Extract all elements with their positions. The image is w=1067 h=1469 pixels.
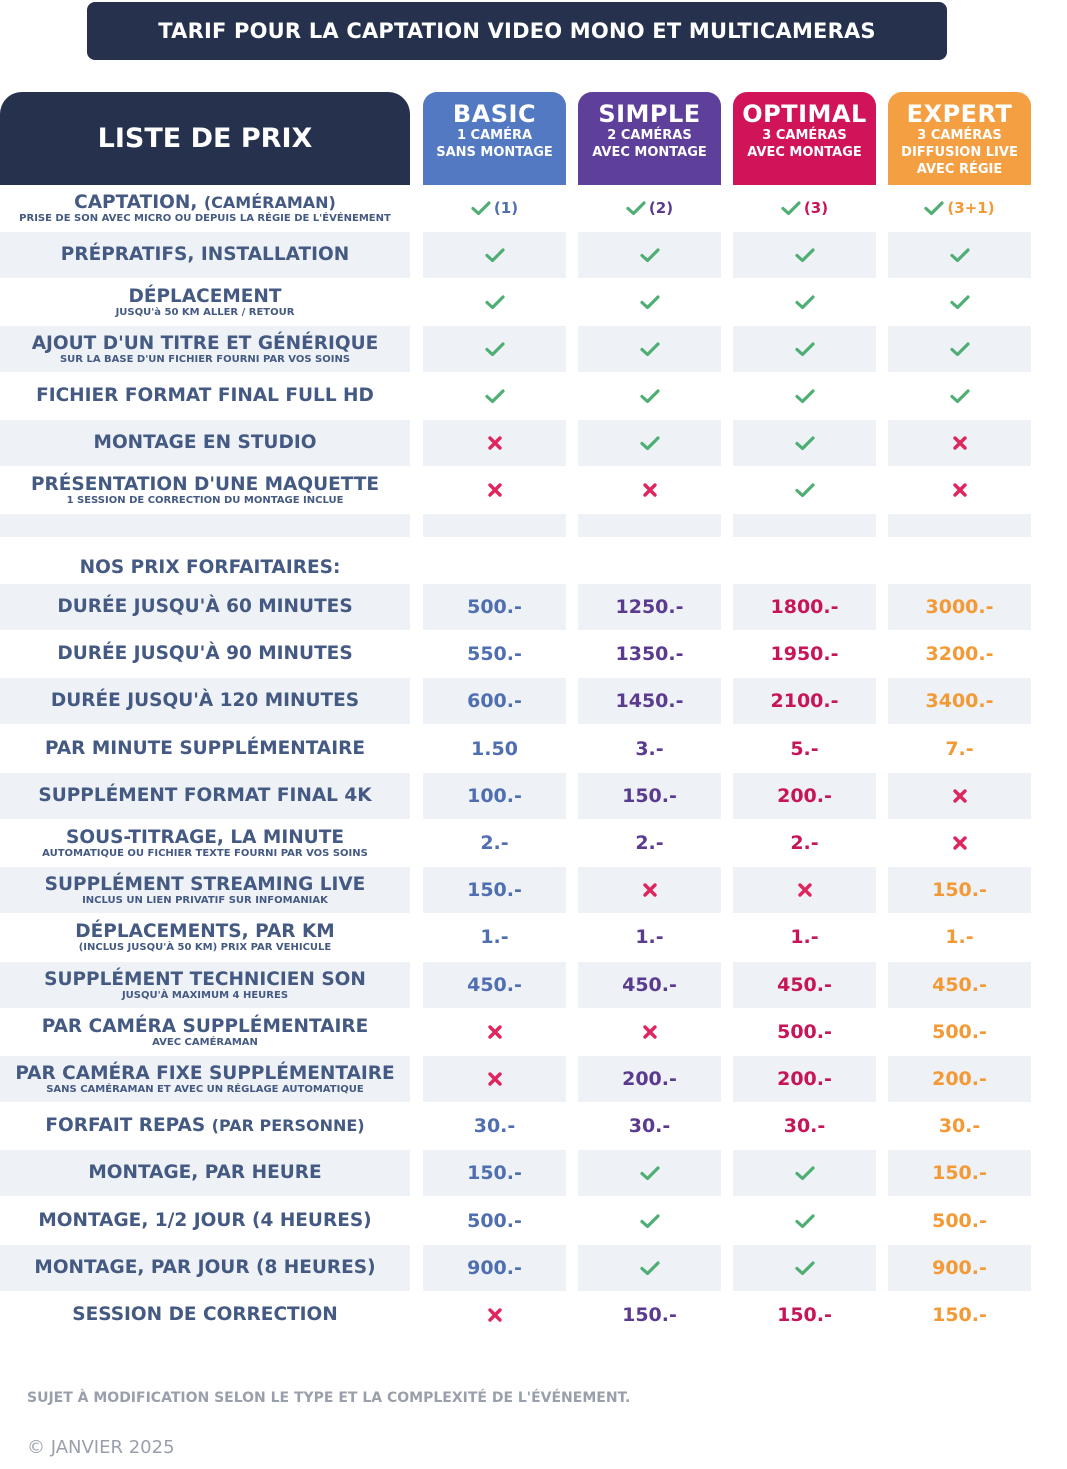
cell-basic bbox=[423, 373, 566, 419]
cell-basic bbox=[423, 773, 566, 819]
cell-expert bbox=[888, 185, 1031, 231]
prices-section-title: NOS PRIX FORFAITAIRES: bbox=[79, 557, 341, 578]
cell-simple bbox=[578, 373, 721, 419]
row-label bbox=[0, 1150, 410, 1196]
cell-expert bbox=[888, 1103, 1031, 1149]
cell-optimal bbox=[733, 726, 876, 772]
cell-expert bbox=[888, 726, 1031, 772]
price-value: 200.- bbox=[777, 1068, 832, 1090]
cell-expert bbox=[888, 631, 1031, 677]
footnote: SUJET À MODIFICATION SELON LE TYPE ET LA COMPLEXITÉ DE L'ÉVÉNEMENT. bbox=[27, 1390, 631, 1406]
check-icon bbox=[781, 200, 801, 216]
cross-icon bbox=[487, 482, 503, 498]
price-value: 1.- bbox=[480, 926, 509, 948]
price-value: 30.- bbox=[783, 1115, 826, 1137]
price-value: 900.- bbox=[932, 1257, 987, 1279]
cross-icon bbox=[487, 1307, 503, 1323]
row-label bbox=[0, 185, 410, 231]
price-value: 1450.- bbox=[615, 690, 684, 712]
plan-description: DIFFUSION LIVE bbox=[901, 145, 1018, 160]
check-icon bbox=[795, 435, 815, 451]
cell-expert bbox=[888, 467, 1031, 513]
row-band bbox=[888, 514, 1031, 537]
check-icon bbox=[924, 200, 944, 216]
cell-basic bbox=[423, 678, 566, 724]
row-title: SUPPLÉMENT TECHNICIEN SON bbox=[44, 968, 366, 990]
cell-expert bbox=[888, 1150, 1031, 1196]
row-label bbox=[0, 631, 410, 677]
plan-description: 1 CAMÉRA bbox=[456, 128, 533, 143]
cross-icon bbox=[952, 788, 968, 804]
cross-icon bbox=[797, 882, 813, 898]
cell-simple bbox=[578, 1198, 721, 1244]
row-label bbox=[0, 867, 410, 913]
cell-basic bbox=[423, 420, 566, 466]
price-value: 450.- bbox=[622, 974, 677, 996]
check-icon bbox=[950, 294, 970, 310]
check-icon bbox=[485, 247, 505, 263]
row-label bbox=[0, 326, 410, 372]
cell-simple bbox=[578, 1103, 721, 1149]
price-value: 500.- bbox=[932, 1210, 987, 1232]
cell-optimal bbox=[733, 467, 876, 513]
row-label bbox=[0, 820, 410, 866]
check-icon bbox=[795, 1260, 815, 1276]
price-value: 2100.- bbox=[770, 690, 839, 712]
check-icon bbox=[640, 247, 660, 263]
row-title: FICHIER FORMAT FINAL FULL HD bbox=[36, 385, 374, 406]
check-icon bbox=[640, 388, 660, 404]
cell-simple bbox=[578, 962, 721, 1008]
cell-basic bbox=[423, 914, 566, 960]
cell-expert bbox=[888, 326, 1031, 372]
row-label bbox=[0, 584, 410, 630]
plan-header-expert bbox=[888, 92, 1031, 185]
row-label bbox=[0, 467, 410, 513]
plan-name: SIMPLE bbox=[598, 100, 701, 128]
cell-expert bbox=[888, 1198, 1031, 1244]
price-value: 450.- bbox=[467, 974, 522, 996]
price-value: 30.- bbox=[473, 1115, 516, 1137]
row-label bbox=[0, 1245, 410, 1291]
cell-simple bbox=[578, 279, 721, 325]
cell-optimal bbox=[733, 914, 876, 960]
cell-optimal bbox=[733, 773, 876, 819]
row-band bbox=[733, 514, 876, 537]
cell-simple bbox=[578, 678, 721, 724]
row-subtitle: SUR LA BASE D'UN FICHIER FOURNI PAR VOS SOINS bbox=[59, 353, 351, 365]
price-value: 1.50 bbox=[471, 738, 518, 760]
row-title: FORFAIT REPAS (PAR PERSONNE) bbox=[45, 1115, 365, 1136]
row-label bbox=[0, 1056, 410, 1102]
row-title: PRÉSENTATION D'UNE MAQUETTE bbox=[30, 473, 380, 495]
cell-basic bbox=[423, 1103, 566, 1149]
plan-header-optimal bbox=[733, 92, 876, 185]
cell-optimal bbox=[733, 1198, 876, 1244]
row-label bbox=[0, 232, 410, 278]
row-label bbox=[0, 726, 410, 772]
cell-basic bbox=[423, 326, 566, 372]
row-subtitle: INCLUS UN LIEN PRIVATIF SUR INFOMANIAK bbox=[82, 894, 328, 906]
check-icon bbox=[471, 200, 491, 216]
plan-description: AVEC MONTAGE bbox=[592, 145, 707, 160]
cell-optimal bbox=[733, 1245, 876, 1291]
price-value: 150.- bbox=[467, 1162, 522, 1184]
row-band bbox=[578, 514, 721, 537]
price-value: 1.- bbox=[945, 926, 974, 948]
plan-description: 2 CAMÉRAS bbox=[607, 128, 692, 143]
check-icon bbox=[485, 294, 505, 310]
row-title: DÉPLACEMENTS, PAR KM bbox=[75, 920, 335, 942]
cell-expert bbox=[888, 373, 1031, 419]
cell-basic bbox=[423, 1245, 566, 1291]
cell-expert bbox=[888, 867, 1031, 913]
check-icon bbox=[795, 388, 815, 404]
check-icon bbox=[640, 435, 660, 451]
row-band bbox=[423, 514, 566, 537]
price-value: 1.- bbox=[635, 926, 664, 948]
row-title: PAR CAMÉRA FIXE SUPPLÉMENTAIRE bbox=[15, 1062, 395, 1084]
cell-basic bbox=[423, 820, 566, 866]
row-band bbox=[0, 514, 410, 537]
cell-optimal bbox=[733, 631, 876, 677]
check-icon bbox=[950, 341, 970, 357]
plan-name: EXPERT bbox=[906, 100, 1013, 128]
cell-basic bbox=[423, 1009, 566, 1055]
price-value: 2.- bbox=[635, 832, 664, 854]
price-value: 600.- bbox=[467, 690, 522, 712]
price-value: 2.- bbox=[790, 832, 819, 854]
plan-description: AVEC MONTAGE bbox=[747, 145, 862, 160]
check-icon bbox=[795, 1165, 815, 1181]
cell-simple bbox=[578, 914, 721, 960]
cell-optimal bbox=[733, 820, 876, 866]
cell-optimal bbox=[733, 584, 876, 630]
cell-simple bbox=[578, 185, 721, 231]
footnote-ref: (1) bbox=[493, 199, 519, 217]
cell-expert bbox=[888, 1245, 1031, 1291]
cell-expert bbox=[888, 962, 1031, 1008]
check-icon bbox=[640, 341, 660, 357]
row-label bbox=[0, 1198, 410, 1244]
price-value: 200.- bbox=[932, 1068, 987, 1090]
cell-basic bbox=[423, 631, 566, 677]
price-list-header bbox=[0, 92, 410, 185]
check-icon bbox=[795, 1213, 815, 1229]
price-value: 150.- bbox=[932, 879, 987, 901]
row-label bbox=[0, 773, 410, 819]
price-value: 2.- bbox=[480, 832, 509, 854]
cell-simple bbox=[578, 420, 721, 466]
row-label bbox=[0, 279, 410, 325]
cell-simple bbox=[578, 867, 721, 913]
row-title: PAR CAMÉRA SUPPLÉMENTAIRE bbox=[41, 1015, 369, 1037]
row-subtitle: 1 SESSION DE CORRECTION DU MONTAGE INCLUE bbox=[66, 494, 344, 506]
check-icon bbox=[950, 247, 970, 263]
price-value: 150.- bbox=[777, 1304, 832, 1326]
price-value: 200.- bbox=[777, 785, 832, 807]
price-value: 100.- bbox=[467, 785, 522, 807]
cell-optimal bbox=[733, 420, 876, 466]
row-title: SOUS-TITRAGE, LA MINUTE bbox=[66, 826, 344, 848]
price-value: 150.- bbox=[932, 1162, 987, 1184]
row-subtitle: PRISE DE SON AVEC MICRO OU DEPUIS LA RÉGIE DE L'ÉVÉNEMENT bbox=[19, 212, 391, 224]
cell-optimal bbox=[733, 962, 876, 1008]
row-title: PRÉPRATIFS, INSTALLATION bbox=[60, 244, 350, 265]
cell-optimal bbox=[733, 678, 876, 724]
cell-basic bbox=[423, 1198, 566, 1244]
plan-description: 3 CAMÉRAS bbox=[917, 128, 1002, 143]
row-label bbox=[0, 914, 410, 960]
cross-icon bbox=[642, 482, 658, 498]
price-value: 30.- bbox=[628, 1115, 671, 1137]
row-label bbox=[0, 420, 410, 466]
check-icon bbox=[640, 1165, 660, 1181]
price-value: 500.- bbox=[932, 1021, 987, 1043]
check-icon bbox=[795, 482, 815, 498]
banner-title: TARIF POUR LA CAPTATION VIDEO MONO ET MULTICAMERAS bbox=[158, 19, 876, 43]
cell-simple bbox=[578, 631, 721, 677]
cell-expert bbox=[888, 1056, 1031, 1102]
check-icon bbox=[485, 341, 505, 357]
check-icon bbox=[640, 294, 660, 310]
cross-icon bbox=[642, 1024, 658, 1040]
price-value: 1800.- bbox=[770, 596, 839, 618]
price-value: 150.- bbox=[467, 879, 522, 901]
price-value: 3.- bbox=[635, 738, 664, 760]
row-title: DÉPLACEMENT bbox=[128, 285, 282, 307]
check-icon bbox=[795, 247, 815, 263]
price-value: 200.- bbox=[622, 1068, 677, 1090]
cell-expert bbox=[888, 1292, 1031, 1338]
row-label bbox=[0, 678, 410, 724]
cell-basic bbox=[423, 279, 566, 325]
row-label bbox=[0, 962, 410, 1008]
row-title: MONTAGE, 1/2 JOUR (4 HEURES) bbox=[38, 1210, 372, 1231]
cross-icon bbox=[487, 1024, 503, 1040]
cell-simple bbox=[578, 1245, 721, 1291]
cross-icon bbox=[952, 482, 968, 498]
check-icon bbox=[485, 388, 505, 404]
plan-header-simple bbox=[578, 92, 721, 185]
price-value: 1350.- bbox=[615, 643, 684, 665]
cell-basic bbox=[423, 1150, 566, 1196]
row-title: CAPTATION, (CAMÉRAMAN) bbox=[74, 191, 336, 213]
cell-simple bbox=[578, 773, 721, 819]
plan-header-basic bbox=[423, 92, 566, 185]
row-label bbox=[0, 1292, 410, 1338]
footnote-ref: (3) bbox=[803, 199, 829, 217]
cell-simple bbox=[578, 326, 721, 372]
cell-basic bbox=[423, 185, 566, 231]
row-title: MONTAGE, PAR HEURE bbox=[88, 1162, 322, 1183]
footnote-ref: (3+1) bbox=[947, 199, 995, 217]
cell-basic bbox=[423, 584, 566, 630]
row-subtitle: (INCLUS JUSQU'À 50 KM) PRIX PAR VEHICULE bbox=[78, 941, 332, 953]
price-value: 500.- bbox=[777, 1021, 832, 1043]
price-value: 3200.- bbox=[925, 643, 994, 665]
copyright: © JANVIER 2025 bbox=[27, 1437, 175, 1458]
row-title: DURÉE JUSQU'À 90 MINUTES bbox=[57, 643, 353, 664]
row-title: AJOUT D'UN TITRE ET GÉNÉRIQUE bbox=[31, 332, 379, 354]
check-icon bbox=[795, 294, 815, 310]
row-title: SUPPLÉMENT STREAMING LIVE bbox=[44, 873, 366, 895]
cell-optimal bbox=[733, 279, 876, 325]
price-value: 3000.- bbox=[925, 596, 994, 618]
price-value: 1950.- bbox=[770, 643, 839, 665]
cross-icon bbox=[952, 835, 968, 851]
plan-description: 3 CAMÉRAS bbox=[762, 128, 847, 143]
cross-icon bbox=[487, 1071, 503, 1087]
plan-description: SANS MONTAGE bbox=[436, 145, 553, 160]
cell-basic bbox=[423, 867, 566, 913]
footnote-ref: (2) bbox=[648, 199, 674, 217]
cell-expert bbox=[888, 914, 1031, 960]
cell-expert bbox=[888, 820, 1031, 866]
cell-simple bbox=[578, 820, 721, 866]
check-icon bbox=[640, 1260, 660, 1276]
cell-expert bbox=[888, 279, 1031, 325]
cross-icon bbox=[487, 435, 503, 451]
check-icon bbox=[640, 1213, 660, 1229]
cell-optimal bbox=[733, 867, 876, 913]
price-value: 1250.- bbox=[615, 596, 684, 618]
row-subtitle: JUSQU'à 50 KM ALLER / RETOUR bbox=[115, 306, 295, 318]
cell-optimal bbox=[733, 1103, 876, 1149]
row-subtitle: AVEC CAMÉRAMAN bbox=[152, 1036, 258, 1048]
check-icon bbox=[795, 341, 815, 357]
price-value: 550.- bbox=[467, 643, 522, 665]
row-subtitle: JUSQU'À MAXIMUM 4 HEURES bbox=[121, 989, 289, 1001]
cell-simple bbox=[578, 726, 721, 772]
cell-expert bbox=[888, 584, 1031, 630]
cell-basic bbox=[423, 962, 566, 1008]
price-value: 1.- bbox=[790, 926, 819, 948]
cell-expert bbox=[888, 1009, 1031, 1055]
cell-optimal bbox=[733, 232, 876, 278]
row-title: PAR MINUTE SUPPLÉMENTAIRE bbox=[44, 738, 366, 759]
price-value: 450.- bbox=[932, 974, 987, 996]
price-value: 150.- bbox=[932, 1304, 987, 1326]
row-title: SESSION DE CORRECTION bbox=[72, 1304, 338, 1325]
cell-simple bbox=[578, 232, 721, 278]
price-value: 450.- bbox=[777, 974, 832, 996]
row-title: DURÉE JUSQU'À 60 MINUTES bbox=[57, 596, 353, 617]
cell-basic bbox=[423, 467, 566, 513]
cell-optimal bbox=[733, 373, 876, 419]
price-value: 500.- bbox=[467, 596, 522, 618]
cell-expert bbox=[888, 232, 1031, 278]
price-value: 3400.- bbox=[925, 690, 994, 712]
row-title: MONTAGE, PAR JOUR (8 HEURES) bbox=[34, 1257, 376, 1278]
cell-simple bbox=[578, 1056, 721, 1102]
cell-optimal bbox=[733, 1150, 876, 1196]
price-value: 900.- bbox=[467, 1257, 522, 1279]
cross-icon bbox=[952, 435, 968, 451]
page-banner bbox=[87, 2, 947, 60]
row-subtitle: SANS CAMÉRAMAN ET AVEC UN RÉGLAGE AUTOMATIQUE bbox=[46, 1083, 364, 1095]
cell-expert bbox=[888, 420, 1031, 466]
cell-simple bbox=[578, 584, 721, 630]
price-value: 500.- bbox=[467, 1210, 522, 1232]
row-title-note: (CAMÉRAMAN) bbox=[203, 192, 336, 212]
row-label bbox=[0, 373, 410, 419]
row-label bbox=[0, 1103, 410, 1149]
row-title: MONTAGE EN STUDIO bbox=[93, 432, 317, 453]
cell-optimal bbox=[733, 1292, 876, 1338]
price-value: 30.- bbox=[938, 1115, 981, 1137]
cell-basic bbox=[423, 232, 566, 278]
cell-optimal bbox=[733, 326, 876, 372]
price-value: 150.- bbox=[622, 785, 677, 807]
row-title-note: (PAR PERSONNE) bbox=[211, 1116, 365, 1135]
price-value: 7.- bbox=[945, 738, 974, 760]
cell-simple bbox=[578, 1009, 721, 1055]
cross-icon bbox=[642, 882, 658, 898]
plan-name: BASIC bbox=[452, 100, 537, 128]
cell-expert bbox=[888, 773, 1031, 819]
cell-basic bbox=[423, 726, 566, 772]
row-label bbox=[0, 1009, 410, 1055]
cell-basic bbox=[423, 1292, 566, 1338]
row-title: DURÉE JUSQU'À 120 MINUTES bbox=[50, 690, 360, 711]
row-subtitle: AUTOMATIQUE OU FICHIER TEXTE FOURNI PAR VOS SOINS bbox=[42, 847, 368, 859]
cell-basic bbox=[423, 1056, 566, 1102]
cell-optimal bbox=[733, 1009, 876, 1055]
check-icon bbox=[626, 200, 646, 216]
row-title: SUPPLÉMENT FORMAT FINAL 4K bbox=[38, 785, 372, 806]
plan-description: AVEC RÉGIE bbox=[916, 162, 1003, 177]
price-value: 150.- bbox=[622, 1304, 677, 1326]
price-list-title: LISTE DE PRIX bbox=[97, 123, 313, 154]
price-value: 5.- bbox=[790, 738, 819, 760]
cell-simple bbox=[578, 1292, 721, 1338]
check-icon bbox=[950, 388, 970, 404]
plan-name: OPTIMAL bbox=[742, 100, 867, 128]
cell-optimal bbox=[733, 185, 876, 231]
cell-expert bbox=[888, 678, 1031, 724]
cell-simple bbox=[578, 1150, 721, 1196]
cell-simple bbox=[578, 467, 721, 513]
cell-optimal bbox=[733, 1056, 876, 1102]
